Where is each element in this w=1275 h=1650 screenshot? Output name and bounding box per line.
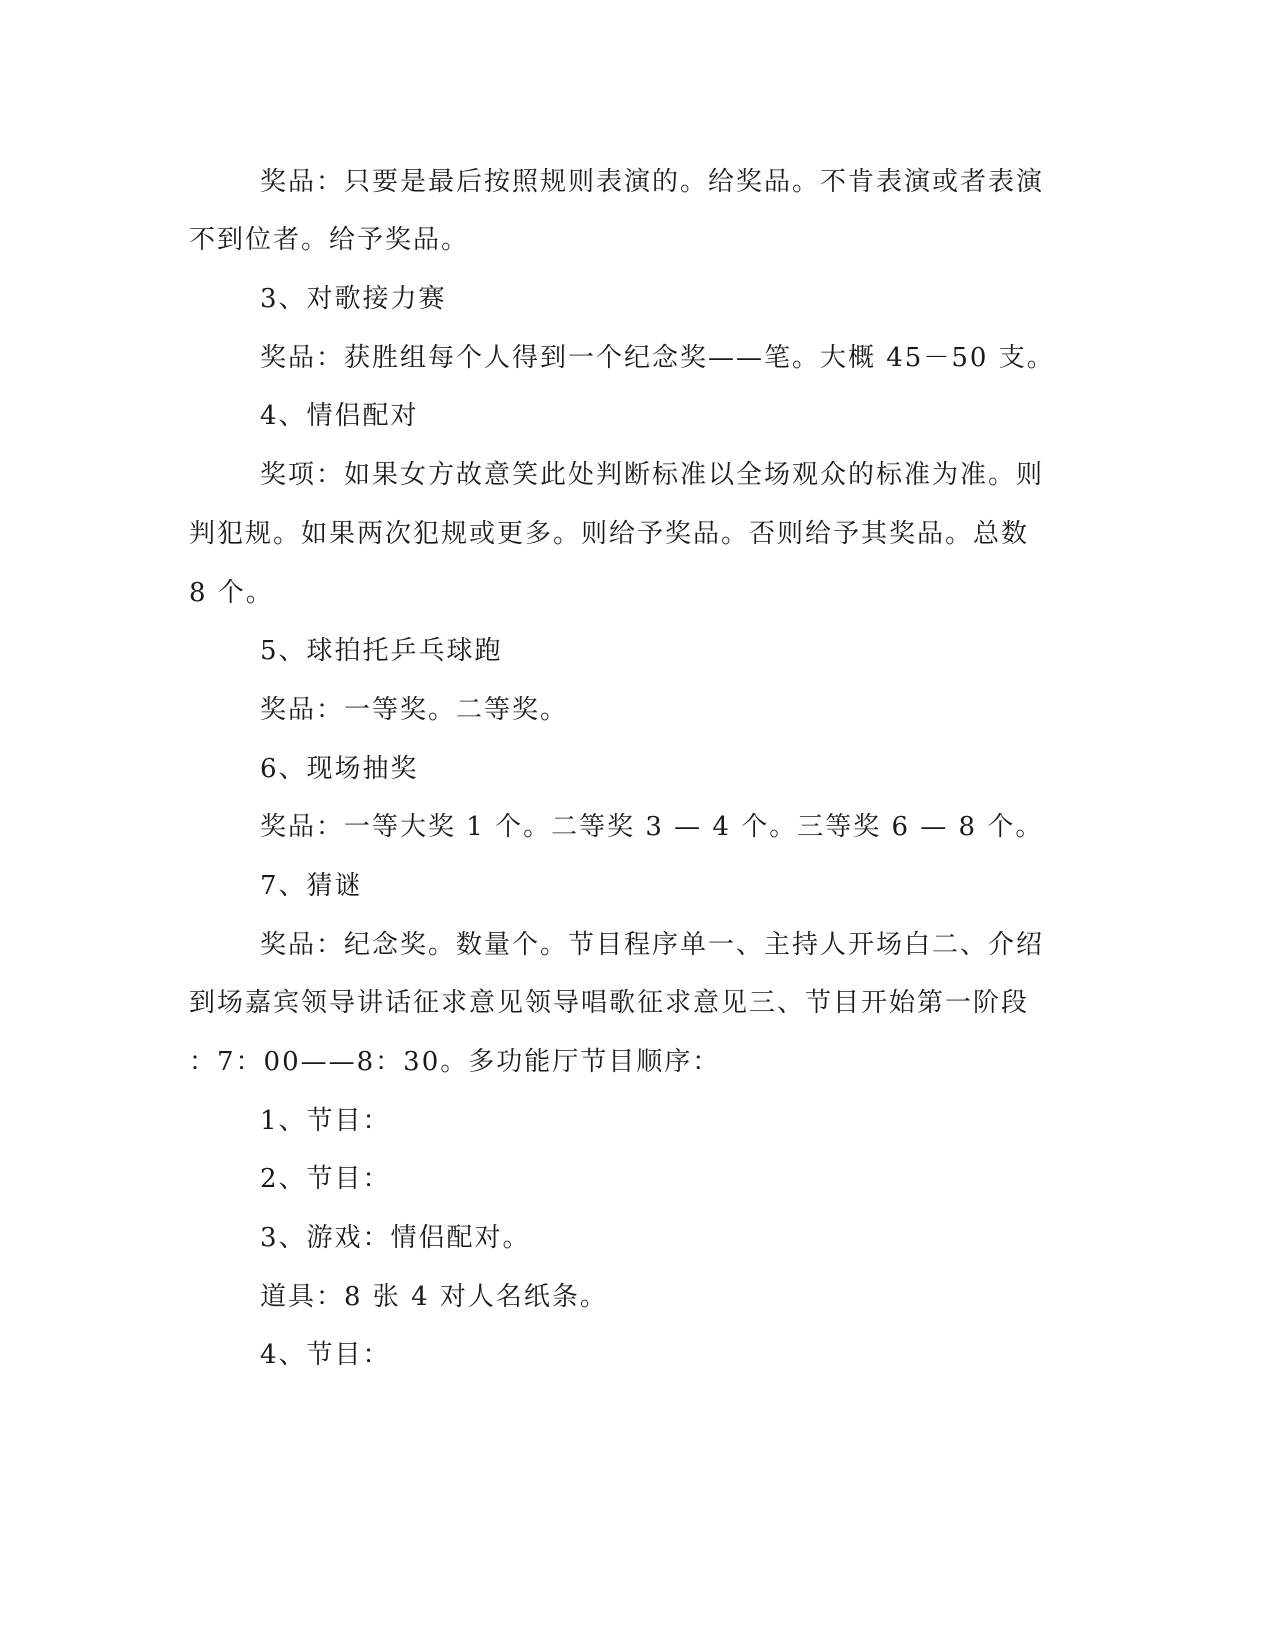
paragraph-line: 判犯规。如果两次犯规或更多。则给予奖品。否则给予其奖品。总数 [189,519,1030,549]
paragraph-line: 奖品：一等奖。二等奖。 [260,695,569,725]
list-item: 3、游戏：情侣配对。 [260,1223,531,1253]
section-heading: 5、球拍托乒乓球跑 [260,636,503,666]
section-heading: 4、情侣配对 [260,401,419,431]
paragraph-line: 8 个。 [189,578,274,608]
paragraph-line: 奖品：纪念奖。数量个。节目程序单一、主持人开场白二、介绍 [260,930,1045,960]
paragraph-line: 奖项：如果女方故意笑此处判断标准以全场观众的标准为准。则 [260,460,1045,490]
paragraph-line: 奖品：只要是最后按照规则表演的。给奖品。不肯表演或者表演 [260,167,1045,197]
paragraph-line: 道具：8 张 4 对人名纸条。 [260,1282,608,1312]
section-heading: 7、猜谜 [260,871,363,901]
paragraph-line: 到场嘉宾领导讲话征求意见领导唱歌征求意见三、节目开始第一阶段 [189,988,1030,1018]
section-heading: 6、现场抽奖 [260,754,419,784]
list-item: 2、节目： [260,1164,391,1194]
section-heading: 3、对歌接力赛 [260,284,447,314]
list-item: 1、节目： [260,1106,391,1136]
list-item: 4、节目： [260,1340,391,1370]
paragraph-line: 不到位者。给予奖品。 [189,225,470,255]
paragraph-line: 奖品：获胜组每个人得到一个纪念奖——笔。大概 45－50 支。 [260,343,1055,373]
paragraph-line: ：7：00——8：30。多功能厅节目顺序： [189,1047,721,1077]
paragraph-line: 奖品：一等大奖 1 个。二等奖 3 — 4 个。三等奖 6 — 8 个。 [260,812,1044,842]
